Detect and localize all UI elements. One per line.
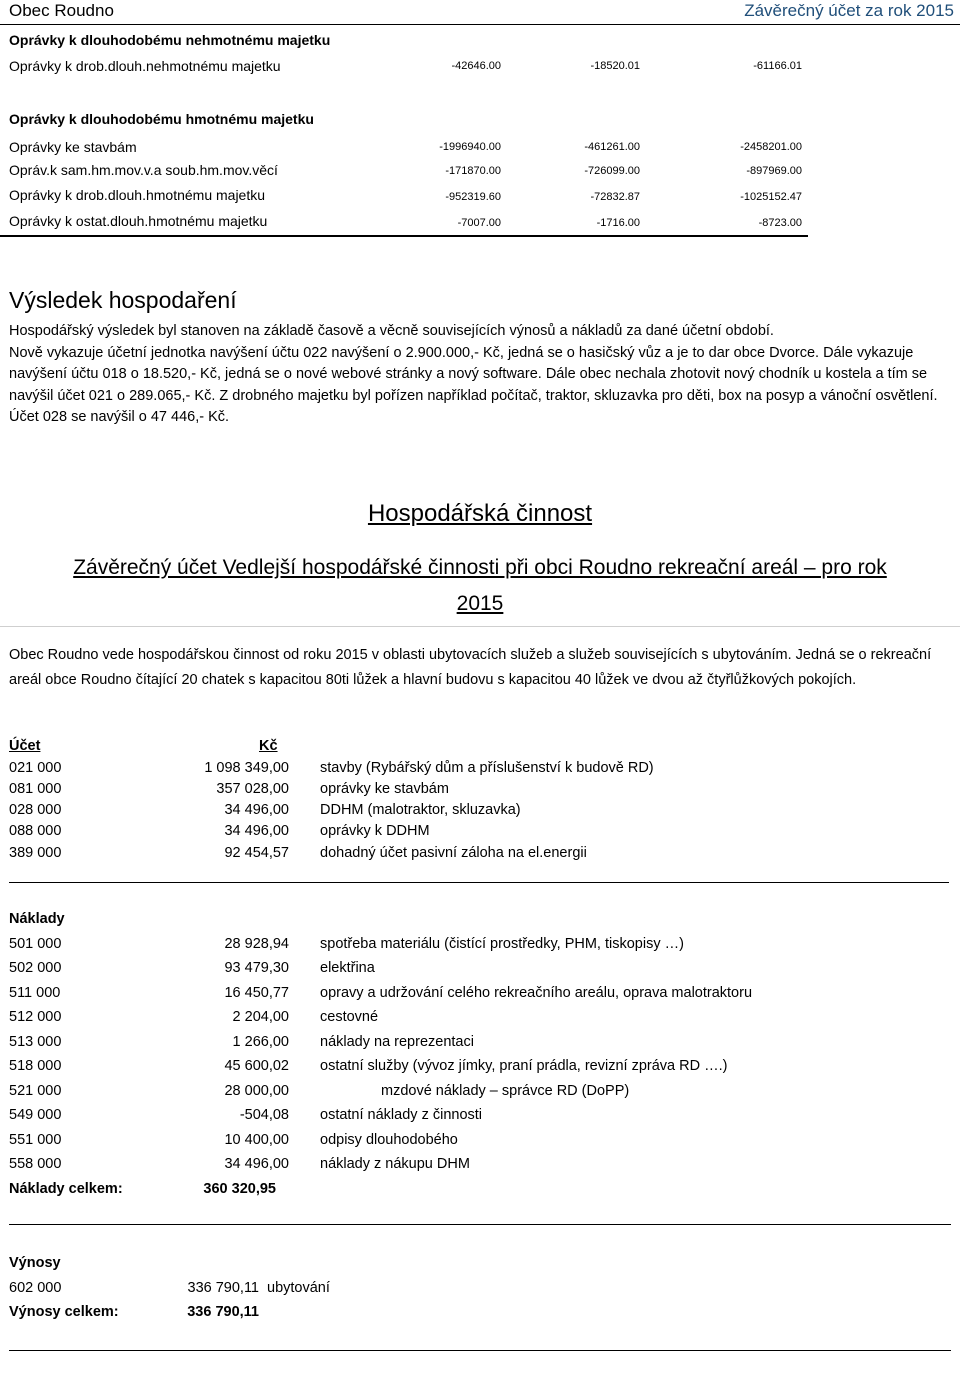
table-cell-value: -2458201.00 [740, 141, 802, 153]
account-number: 602 000 [9, 1280, 62, 1296]
amount: 93 479,30 [224, 960, 289, 976]
section-title-tangible: Oprávky k dlouhodobému hmotnému majetku [9, 111, 314, 127]
amount: 357 028,00 [216, 781, 289, 797]
section-title-intangible: Oprávky k dlouhodobému nehmotnému majetku [9, 32, 331, 48]
account-number: 511 000 [9, 985, 61, 1001]
account-number: 028 000 [9, 802, 62, 818]
amount: 34 496,00 [224, 823, 289, 839]
amount: 1 266,00 [232, 1034, 289, 1050]
description: cestovné [320, 1009, 379, 1025]
amount: 28 928,94 [224, 936, 289, 952]
table-cell-value: -897969.00 [746, 165, 802, 177]
amount: 45 600,02 [224, 1058, 289, 1074]
separator-line [9, 882, 949, 883]
total-value: 336 790,11 [187, 1304, 259, 1320]
costs-total-row [9, 1181, 949, 1201]
table-cell-value: -18520.01 [590, 60, 640, 72]
table-row-label: Oprávky k drob.dlouh.nehmotnému majetku [9, 58, 281, 74]
description: náklady z nákupu DHM [320, 1156, 470, 1172]
table-row-label: Opráv.k sam.hm.mov.v.a soub.hm.mov.věcí [9, 162, 278, 178]
amount: 28 000,00 [224, 1083, 289, 1099]
section-divider [0, 626, 960, 627]
table-row [9, 760, 949, 780]
result-paragraph-2: Nově vykazuje účetní jednotka navýšení účtu 022 navýšení o 2.900.000,- Kč, jedná se o hasičský vůz a je to dar obce Dvorce. Dále vykazuje navýšení účtu 018 o 18.520,- Kč, jedná se o nové webové stránky a nový software. Dále obec nechala zhotovit nový chodník u kostela a tím se navýšil účet 021 o 289.065,- Kč. Z drobného majetku byl pořízen například počítač, traktor, skluzavka pro děti, box na posyp a vánoční osvětlení. Účet 028 se navýšil o 47 446,- Kč. [9, 344, 938, 425]
accounts-header-row [9, 738, 949, 758]
amount: 92 454,57 [224, 845, 289, 861]
total-label: Náklady celkem: [9, 1181, 123, 1197]
account-number: 512 000 [9, 1009, 62, 1025]
table-row [9, 1009, 949, 1029]
result-paragraph-1: Hospodářský výsledek byl stanoven na základě časově a věcně souvisejících výnosů a nákladů za dané účetní období. [9, 323, 774, 339]
description: oprávky k DDHM [320, 823, 430, 839]
account-number: 551 000 [9, 1132, 62, 1148]
subtitle-line-1: Závěrečný účet Vedlejší hospodářské činnosti při obci Roudno rekreační areál – pro rok [73, 556, 887, 579]
section-heading-result: Výsledek hospodaření [9, 287, 237, 313]
table-cell-value: -61166.01 [753, 60, 802, 72]
header-rule [0, 24, 960, 25]
amount: -504,08 [239, 1107, 289, 1123]
description: spotřeba materiálu (čistící prostředky, PHM, tiskopisy …) [320, 936, 684, 952]
table-cell-value: -42646.00 [451, 60, 501, 72]
description: opravy a udržování celého rekreačního areálu, oprava malotraktoru [320, 985, 753, 1001]
table-cell-value: -72832.87 [590, 191, 640, 203]
amount: 1 098 349,00 [204, 760, 289, 776]
amount: 34 496,00 [224, 1156, 289, 1172]
account-number: 502 000 [9, 960, 62, 976]
subtitle-line-2: 2015 [456, 592, 504, 615]
amount: 16 450,77 [224, 985, 289, 1001]
table-row [9, 985, 949, 1005]
table-cell-value: -171870.00 [445, 165, 501, 177]
amount: 336 790,11 [187, 1280, 259, 1296]
description: ubytování [267, 1280, 330, 1296]
description: dohadný účet pasivní záloha na el.energii [320, 845, 587, 861]
table-cell-value: -952319.60 [445, 191, 501, 203]
account-number: 549 000 [9, 1107, 62, 1123]
header-document-title: Závěrečný účet za rok 2015 [744, 1, 954, 20]
total-label: Výnosy celkem: [9, 1304, 119, 1320]
description: elektřina [320, 960, 375, 976]
table-row-label: Oprávky ke stavbám [9, 139, 137, 155]
table-row [9, 1034, 949, 1054]
account-number: 558 000 [9, 1156, 62, 1172]
result-text [9, 321, 954, 429]
table-cell-value: -1716.00 [596, 217, 640, 229]
account-number: 088 000 [9, 823, 62, 839]
description: náklady na reprezentaci [320, 1034, 474, 1050]
table-cell-value: -461261.00 [584, 141, 640, 153]
revenues-total-row [9, 1304, 949, 1324]
account-number: 081 000 [9, 781, 62, 797]
account-number: 501 000 [9, 936, 62, 952]
costs-heading: Náklady [9, 911, 65, 927]
column-header-czk: Kč [259, 738, 278, 754]
description: DDHM (malotraktor, skluzavka) [320, 802, 521, 818]
account-number: 389 000 [9, 845, 62, 861]
header-municipality: Obec Roudno [9, 1, 114, 20]
table-row [9, 1156, 949, 1176]
table-cell-value: -8723.00 [758, 217, 802, 229]
table-cell-value: -1996940.00 [439, 141, 501, 153]
description: mzdové náklady – správce RD (DoPP) [381, 1083, 630, 1099]
table-row [9, 823, 949, 843]
table-row [9, 781, 949, 801]
account-number: 521 000 [9, 1083, 62, 1099]
description: stavby (Rybářský dům a příslušenství k budově RD) [320, 760, 654, 776]
amount: 2 204,00 [232, 1009, 289, 1025]
amount: 34 496,00 [224, 802, 289, 818]
table-row [9, 960, 949, 980]
column-header-account: Účet [9, 738, 41, 754]
table-row [9, 845, 949, 865]
section-heading-economic-activity: Hospodářská činnost [367, 500, 593, 527]
separator-line [9, 1350, 951, 1351]
description: oprávky ke stavbám [320, 781, 449, 797]
table-row-label: Oprávky k drob.dlouh.hmotnému majetku [9, 187, 266, 203]
table-row-label: Oprávky k ostat.dlouh.hmotnému majetku [9, 213, 268, 229]
account-number: 518 000 [9, 1058, 62, 1074]
description: ostatní služby (vývoz jímky, praní prádla, revizní zpráva RD ….) [320, 1058, 728, 1074]
table-row [9, 936, 949, 956]
account-number: 513 000 [9, 1034, 62, 1050]
table-row [9, 802, 949, 822]
separator-line [9, 1224, 951, 1225]
intro-paragraph: Obec Roudno vede hospodářskou činnost od roku 2015 v oblasti ubytovacích služeb a služeb souvisejících s ubytováním. Jedná se o rekreační areál obce Roudno čítající 20 chatek s kapacitou 80ti lůžek a hlavní budovu s kapacitou 40 lůžek ve dvou až čtyřlůžkových pokojích. [9, 647, 932, 688]
revenues-heading: Výnosy [9, 1255, 61, 1271]
amount: 10 400,00 [224, 1132, 289, 1148]
account-number: 021 000 [9, 760, 62, 776]
description: ostatní náklady z činnosti [320, 1107, 483, 1123]
table-row [9, 1058, 949, 1078]
table-row [9, 1083, 949, 1103]
table-cell-value: -1025152.47 [740, 191, 802, 203]
description: odpisy dlouhodobého [320, 1132, 458, 1148]
total-value: 360 320,95 [203, 1181, 276, 1197]
table-row [9, 1132, 949, 1152]
table-cell-value: -726099.00 [584, 165, 640, 177]
table-row [9, 1107, 949, 1127]
table-cell-value: -7007.00 [457, 217, 501, 229]
table-bottom-rule [0, 235, 808, 237]
table-row [9, 1280, 949, 1300]
